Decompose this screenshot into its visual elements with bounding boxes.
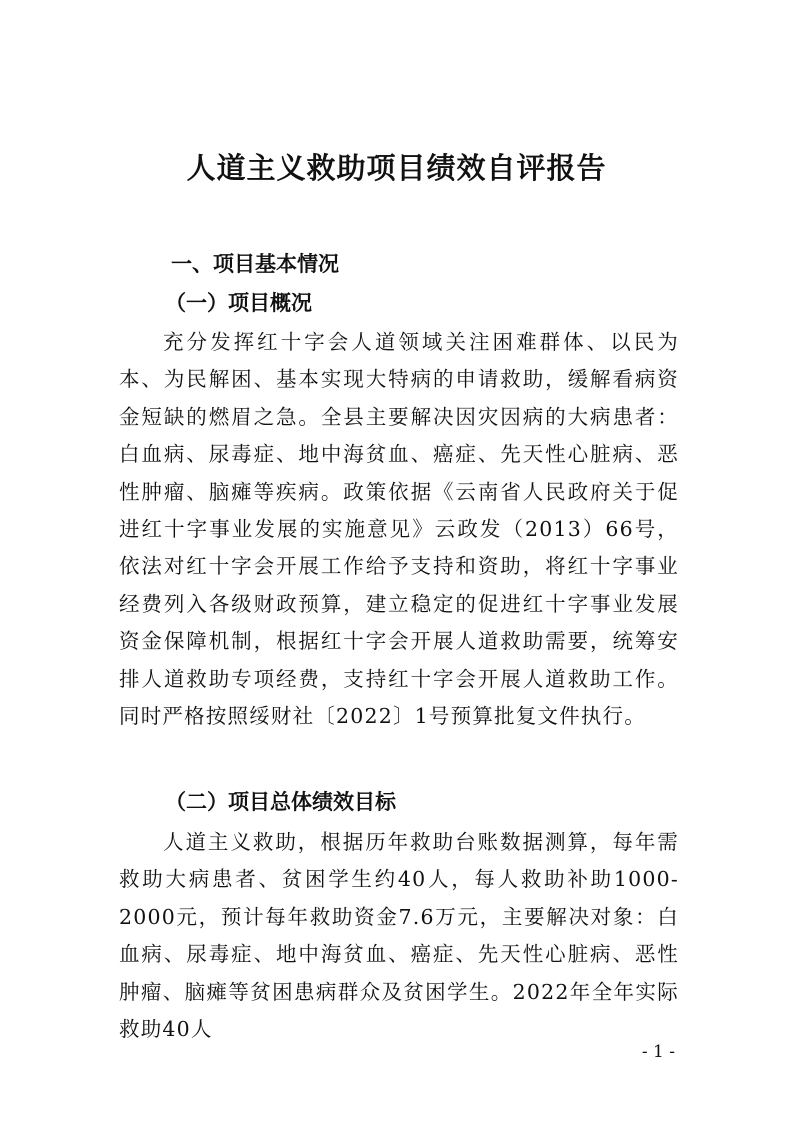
overview-paragraph: 充分发挥红十字会人道领域关注困难群体、以民为本、为民解困、基本实现大特病的申请救助，缓解看病资金短缺的燃眉之急。全县主要解决因灾因病的大病患者：白血病、尿毒症、地中海贫血、癌症、先天性心脏病、恶性肿瘤、脑瘫等疾病。政策依据《云南省人民政府关于促进红十字事业发展的实施意见》云政发（2013）66号，依法对红十字会开展工作给予支持和资助，将红十字事业经费列入各级财政预算，建立稳定的促进红十字事业发展资金保障机制，根据红十字会开展人道救助需要，统筹安排人道救助专项经费，支持红十字会开展人道救助工作。同时严格按照绥财社〔2022〕1号预算批复文件执行。: [119, 330, 679, 729]
document-title: 人道主义救助项目绩效自评报告: [186, 151, 607, 185]
section-heading-basic-info: 一、项目基本情况: [171, 252, 339, 276]
subsection-heading-overview: （一）项目概况: [165, 291, 312, 315]
page-number: - 1 -: [641, 1042, 675, 1062]
performance-goals-paragraph: 人道主义救助，根据历年救助台账数据测算，每年需救助大病患者、贫困学生约40人，每人救助补助1000-2000元，预计每年救助资金7.6万元，主要解决对象：白血病、尿毒症、地中海贫血、癌症、先天性心脏病、恶性肿瘤、脑瘫等贫困患病群众及贫困学生。2022年全年实际救助40人: [119, 830, 679, 1042]
subsection-heading-performance-goals: （二）项目总体绩效目标: [165, 790, 396, 814]
